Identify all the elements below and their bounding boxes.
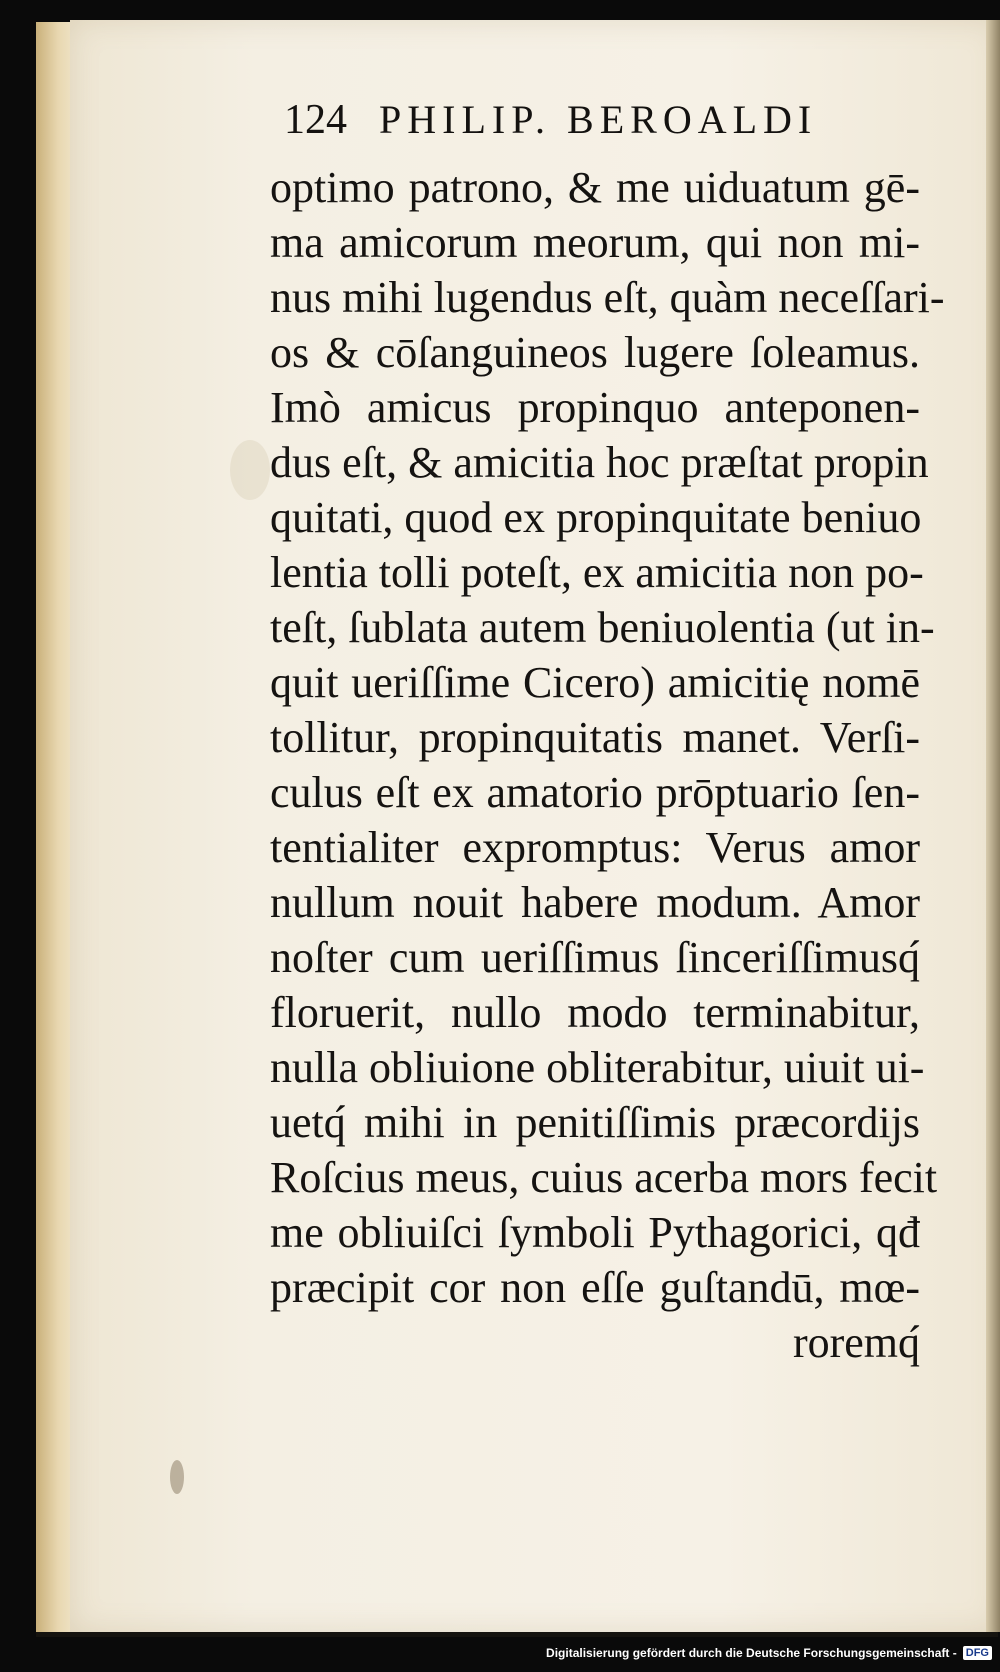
- page-number: 124: [284, 97, 347, 143]
- text-line: quitati, quod ex propinquitate beniuo: [270, 493, 922, 542]
- text-line: optimo patrono, & me uiduatum gē-: [270, 163, 920, 212]
- text-line: floruerit, nullo modo terminabitur,: [270, 988, 920, 1037]
- text-line: quit ueriſſime Cicero) amicitię nomē: [270, 658, 920, 707]
- dfg-logo: DFG: [963, 1646, 992, 1660]
- text-line: noſter cum ueriſſimus ſinceriſſimusq́: [270, 933, 920, 982]
- text-line: me obliuiſci ſymboli Pythagorici, qđ: [270, 1208, 920, 1257]
- text-line: nulla obliuione obliterabitur, uiuit ui-: [270, 1043, 925, 1092]
- text-line: culus eſt ex amatorio prōptuario ſen-: [270, 768, 920, 817]
- catchword: roremq́: [792, 1318, 920, 1367]
- text-line: tollitur, propinquitatis manet. Verſi-: [270, 713, 920, 762]
- text-line: os & cōſanguineos lugere ſoleamus.: [270, 328, 920, 377]
- text-line: Roſcius meus, cuius acerba mors fecit: [270, 1153, 938, 1202]
- text-line: teſt, ſublata autem beniuolentia (ut in-: [270, 603, 935, 652]
- text-line: tentialiter expromptus: Verus amor: [270, 823, 920, 872]
- digitization-credit: [546, 1642, 992, 1664]
- text-line: ma amicorum meorum, qui non mi-: [270, 218, 920, 267]
- text-line: Imò amicus propinquo anteponen-: [270, 383, 920, 432]
- text-line: uetq́ mihi in penitiſſimis præcordijs: [270, 1098, 920, 1147]
- page-right-edge: [986, 20, 1000, 1632]
- body-text: [270, 160, 945, 1370]
- text-line: præcipit cor non eſſe guſtandū, mœ-: [270, 1263, 920, 1312]
- footer-text: Digitalisierung gefördert durch die Deutsche Forschungsgemeinschaft -: [546, 1646, 957, 1660]
- running-head-title: PHILIP. BEROALDI: [379, 97, 818, 142]
- text-line: nullum nouit habere modum. Amor: [270, 878, 920, 927]
- text-line: lentia tolli poteſt, ex amicitia non po-: [270, 548, 924, 597]
- paper-stain: [230, 440, 270, 500]
- text-line: nus mihi lugendus eſt, quàm neceſſari-: [270, 273, 945, 322]
- text-line: dus eſt, & amicitia hoc præſtat propin: [270, 438, 929, 487]
- paper-stain: [170, 1460, 184, 1494]
- running-head: [284, 96, 944, 152]
